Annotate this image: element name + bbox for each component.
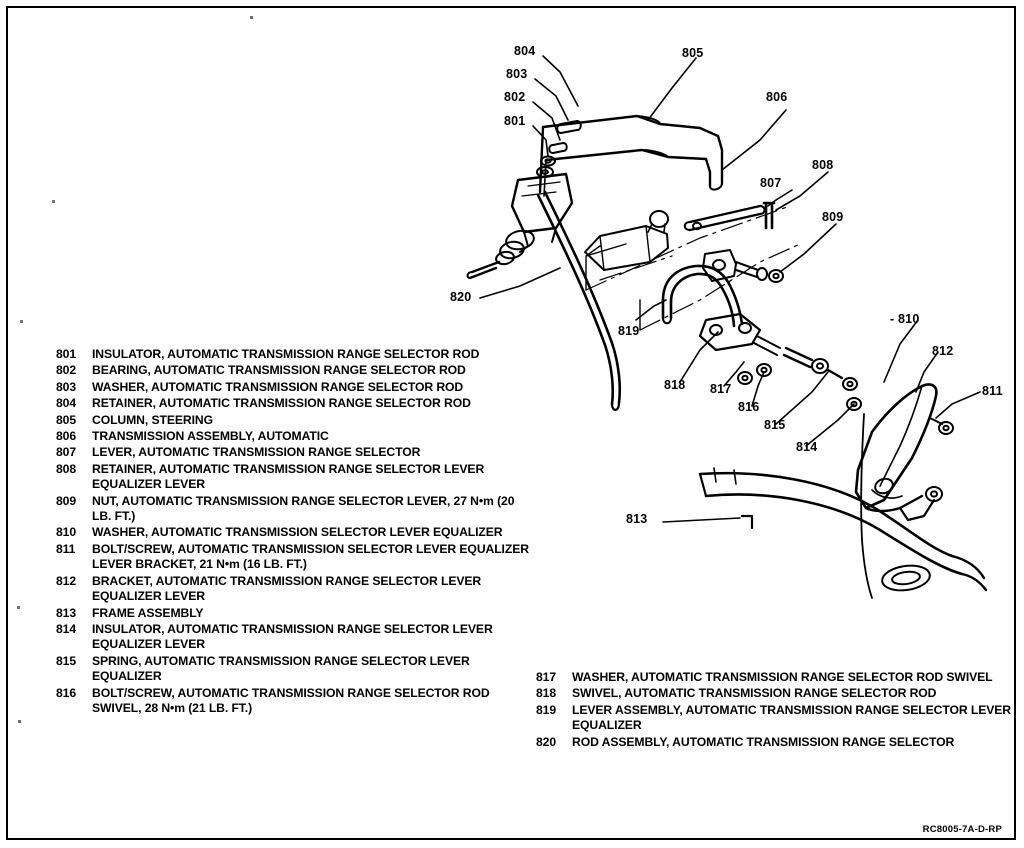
legend-item — [56, 542, 536, 573]
legend-number: 816 — [56, 685, 77, 700]
legend-number: 815 — [56, 653, 77, 668]
callout-806: 806 — [766, 90, 788, 104]
legend-description: SPRING, AUTOMATIC TRANSMISSION RANGE SELECTOR LEVER EQUALIZER — [92, 653, 470, 684]
legend-number: 810 — [56, 525, 77, 540]
legend-number: 804 — [56, 396, 77, 411]
legend-item — [536, 735, 1016, 750]
callout-804: 804 — [514, 44, 536, 58]
legend-item — [536, 703, 1016, 734]
legend-number: 818 — [536, 686, 557, 701]
callout-817: 817 — [710, 382, 732, 396]
legend-item — [56, 606, 536, 621]
legend-number: 803 — [56, 379, 77, 394]
legend-item — [56, 622, 536, 653]
legend-description: BRACKET, AUTOMATIC TRANSMISSION RANGE SELECTOR LEVER EQUALIZER LEVER — [92, 573, 482, 604]
callout-801: 801 — [504, 114, 526, 128]
legend-number: 812 — [56, 573, 77, 588]
legend-item — [56, 347, 536, 362]
callout-816: 816 — [738, 400, 760, 414]
legend-number: 817 — [536, 670, 557, 684]
legend-item — [56, 686, 536, 717]
legend-number: 806 — [56, 429, 77, 444]
legend-description: LEVER, AUTOMATIC TRANSMISSION RANGE SELECTOR — [92, 445, 421, 460]
legend-item — [56, 380, 536, 395]
legend-description: WASHER, AUTOMATIC TRANSMISSION SELECTOR LEVER EQUALIZER — [92, 525, 503, 540]
legend-number: 801 — [56, 347, 77, 361]
callout-808: 808 — [812, 158, 834, 172]
legend-item — [56, 574, 536, 605]
callout-819: 819 — [618, 324, 640, 338]
callout-805: 805 — [682, 46, 704, 60]
callout-812: 812 — [932, 344, 954, 358]
legend-description: COLUMN, STEERING — [92, 412, 213, 427]
legend-number: 805 — [56, 412, 77, 427]
callout-820: 820 — [450, 290, 472, 304]
scan-speck — [17, 606, 20, 609]
legend-description: WASHER, AUTOMATIC TRANSMISSION RANGE SELECTOR ROD SWIVEL — [572, 670, 993, 684]
drawing-code: RC8005-7A-D-RP — [922, 824, 1002, 835]
callout-814: 814 — [796, 440, 818, 454]
legend-item — [56, 429, 536, 444]
callout-810: - 810 — [890, 312, 920, 326]
legend-item — [56, 654, 536, 685]
legend-number: 820 — [536, 734, 557, 749]
legend-item — [56, 462, 536, 493]
legend-description: RETAINER, AUTOMATIC TRANSMISSION RANGE SELECTOR LEVER EQUALIZER LEVER — [92, 461, 485, 492]
legend-number: 813 — [56, 605, 77, 620]
scan-speck — [18, 720, 21, 723]
legend-item — [56, 494, 536, 525]
legend-description: SWIVEL, AUTOMATIC TRANSMISSION RANGE SELECTOR ROD — [572, 686, 937, 701]
callout-809: 809 — [822, 210, 844, 224]
legend-description: BOLT/SCREW, AUTOMATIC TRANSMISSION RANGE SELECTOR ROD SWIVEL, 28 N•m (21 LB. FT.) — [92, 685, 490, 715]
legend-description: INSULATOR, AUTOMATIC TRANSMISSION RANGE SELECTOR ROD — [92, 347, 480, 361]
callout-813: 813 — [626, 512, 648, 526]
legend-item — [56, 445, 536, 460]
legend-description: FRAME ASSEMBLY — [92, 605, 204, 620]
callout-815: 815 — [764, 418, 786, 432]
legend-item — [56, 363, 536, 378]
legend-number: 811 — [56, 541, 76, 556]
callout-811: 811 — [982, 384, 1003, 398]
callout-818: 818 — [664, 378, 686, 392]
legend-description: WASHER, AUTOMATIC TRANSMISSION RANGE SELECTOR ROD — [92, 379, 464, 394]
legend-description: INSULATOR, AUTOMATIC TRANSMISSION RANGE SELECTOR LEVER EQUALIZER LEVER — [92, 621, 493, 652]
legend-description: NUT, AUTOMATIC TRANSMISSION RANGE SELECTOR LEVER, 27 N•m (20 LB. FT.) — [92, 493, 515, 524]
legend-number: 802 — [56, 363, 77, 378]
legend-item — [536, 670, 1016, 685]
legend-number: 808 — [56, 461, 77, 476]
legend-number: 807 — [56, 445, 77, 460]
callout-803: 803 — [506, 67, 528, 81]
legend-item — [56, 525, 536, 540]
scan-speck — [20, 320, 23, 323]
legend-description: RETAINER, AUTOMATIC TRANSMISSION RANGE SELECTOR ROD — [92, 396, 471, 411]
legend-description: TRANSMISSION ASSEMBLY, AUTOMATIC — [92, 429, 329, 444]
scan-speck — [52, 200, 55, 203]
callout-802: 802 — [504, 90, 526, 104]
legend-item — [56, 413, 536, 428]
callout-807: 807 — [760, 176, 782, 190]
legend-number: 814 — [56, 621, 77, 636]
legend-number: 819 — [536, 702, 557, 717]
scan-speck — [250, 16, 253, 19]
legend-description: ROD ASSEMBLY, AUTOMATIC TRANSMISSION RANGE SELECTOR — [572, 734, 955, 749]
parts-legend-right — [536, 670, 1016, 751]
legend-description: BEARING, AUTOMATIC TRANSMISSION RANGE SELECTOR ROD — [92, 363, 466, 378]
legend-number: 809 — [56, 493, 77, 508]
legend-item — [56, 396, 536, 411]
legend-item — [536, 686, 1016, 701]
parts-legend-left — [56, 347, 536, 717]
legend-description: BOLT/SCREW, AUTOMATIC TRANSMISSION SELECTOR LEVER EQUALIZER LEVER BRACKET, 21 N•m (16 LB. FT.) — [92, 541, 529, 572]
legend-description: LEVER ASSEMBLY, AUTOMATIC TRANSMISSION RANGE SELECTOR LEVER EQUALIZER — [572, 702, 1011, 733]
